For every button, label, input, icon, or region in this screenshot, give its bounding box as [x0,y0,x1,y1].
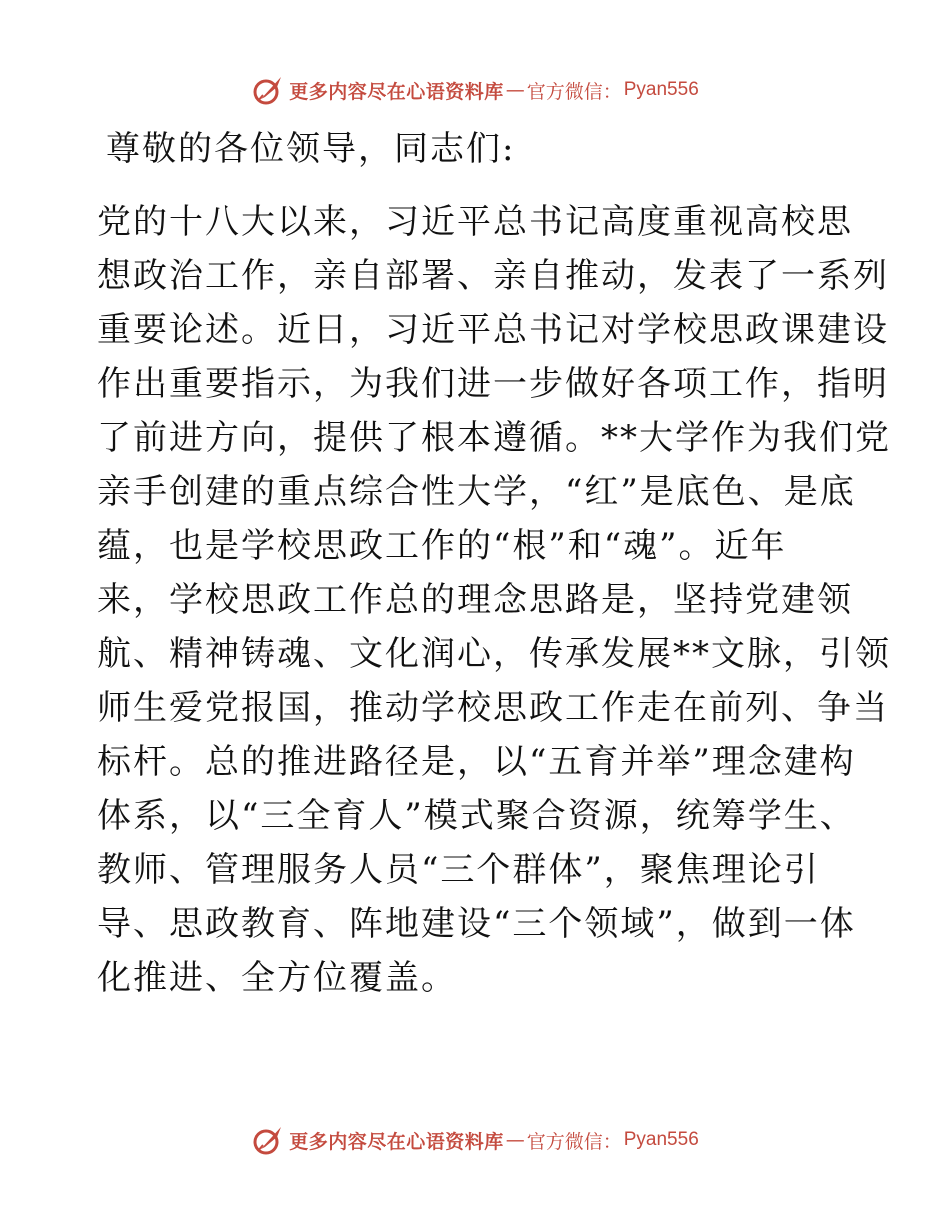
greeting-line: 尊敬的各位领导，同志们: [106,129,516,169]
paragraph-line: 党的十八大以来，习近平总书记高度重视高校思 [97,202,853,242]
header-banner [0,70,950,110]
paragraph-line: 教师、管理服务人员“三个群体”，聚焦理论引 [97,850,820,890]
banner-wechat-label: 官方微信： [526,1130,622,1153]
paragraph-line: 想政治工作，亲自部署、亲自推动，发表了一系列 [97,256,889,296]
banner-title: 更多内容尽在心语资料库 [289,1130,504,1153]
paragraph-line: 航、精神铸魂、文化润心，传承发展**文脉，引领 [97,634,891,674]
paragraph-line: 标杆。总的推进路径是，以“五育并举”理念建构 [97,742,856,782]
banner-separator: — [505,1129,525,1151]
banner-wechat-id: Pyan556 [623,1129,699,1150]
paragraph-line: 化推进、全方位覆盖。 [97,958,457,998]
banner-wechat-id: Pyan556 [623,79,699,100]
banner-wechat-label: 官方微信： [526,80,622,103]
paragraph-line: 师生爱党报国，推动学校思政工作走在前列、争当 [97,688,889,728]
paragraph-line: 了前进方向，提供了根本遵循。**大学作为我们党 [97,418,891,458]
banner-separator: — [505,79,525,101]
paragraph-line: 蕴，也是学校思政工作的“根”和“魂”。近年 [97,526,787,566]
paragraph-line: 来，学校思政工作总的理念思路是，坚持党建领 [97,580,853,620]
quill-pen-logo-icon [251,1123,285,1157]
paragraph-line: 作出重要指示，为我们进一步做好各项工作，指明 [97,364,889,404]
footer-banner [0,1120,950,1160]
banner-title: 更多内容尽在心语资料库 [289,80,504,103]
paragraph-line: 导、思政教育、阵地建设“三个领域”，做到一体 [97,904,856,944]
body-paragraph [97,195,891,1005]
paragraph-line: 重要论述。近日，习近平总书记对学校思政课建设 [97,310,889,350]
paragraph-line: 亲手创建的重点综合性大学，“红”是底色、是底 [97,472,856,512]
paragraph-line: 体系，以“三全育人”模式聚合资源，统筹学生、 [97,796,856,836]
quill-pen-logo-icon [251,73,285,107]
